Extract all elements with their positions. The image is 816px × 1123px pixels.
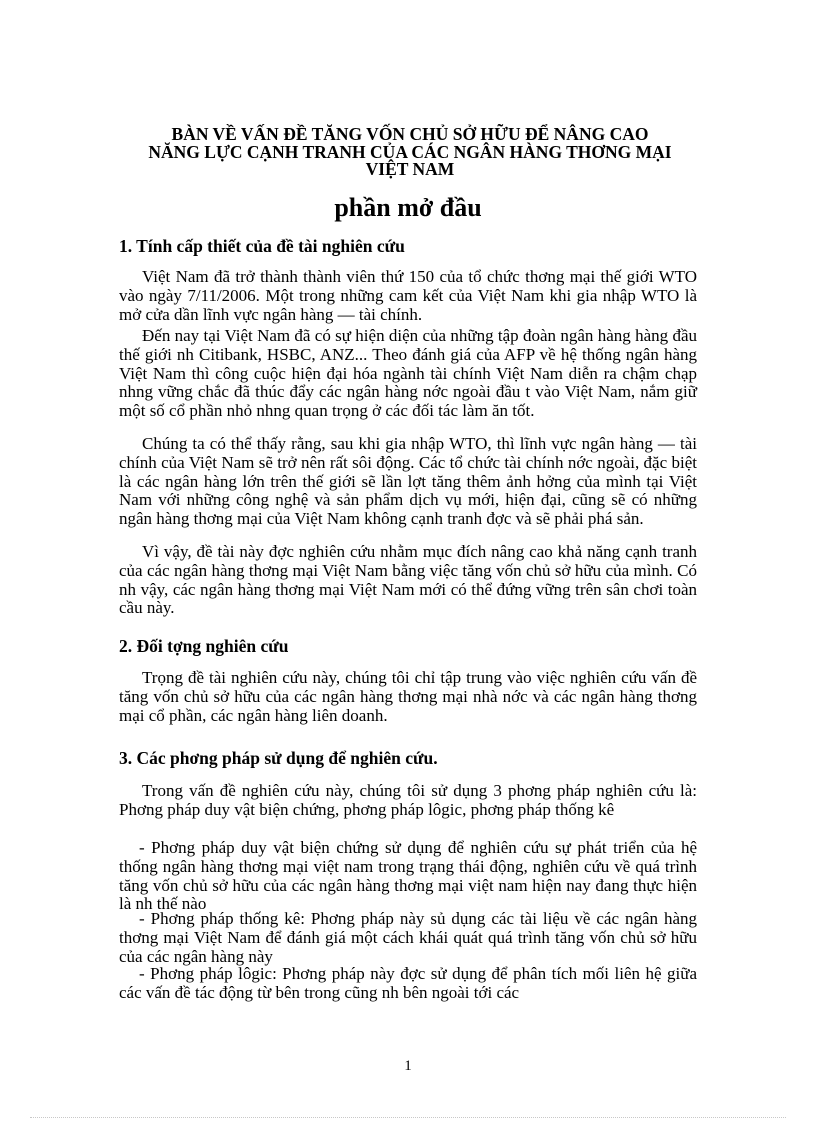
document-title-line-2: NĂNG LỰC CẠNH TRANH CỦA CÁC NGÂN HÀNG THƠNG MẠI <box>148 142 672 162</box>
paragraph: Vì vậy, đề tài này đợc nghiên cứu nhằm mục đích nâng cao khả năng cạnh tranh của các ngân hàng thơng mại Việt Nam bằng việc tăng vốn chủ sở hữu của mình. Có nh vậy, các ngân hàng thơng mại Việt Nam mới có thể đứng vững trên sân chơi toàn cầu này. <box>119 542 697 618</box>
paragraph: Trọng đề tài nghiên cứu này, chúng tôi chỉ tập trung vào việc nghiên cứu vấn đề tăng vốn chủ sở hữu của các ngân hàng thơng mại nhà nớc và các ngân hàng thơng mại cổ phần, các ngân hàng liên doanh. <box>119 668 697 725</box>
list-item: - Phơng pháp duy vật biện chứng sử dụng để nghiên cứu sự phát triển của hệ thống ngân hàng thơng mại việt nam trong trạng thái động, nghiên cứu về quá trình tăng vốn chủ sở hữu của các ngân hàng thơng mại việt nam hiện nay đang thực hiện là nh thế nào <box>119 838 697 914</box>
document-title-line-3: VIỆT NAM <box>365 159 455 179</box>
paragraph: Chúng ta có thể thấy rằng, sau khi gia nhập WTO, thì lĩnh vực ngân hàng — tài chính của Việt Nam sẽ trở nên rất sôi động. Các tổ chức tài chính nớc ngoài, đặc biệt là các ngân hàng lớn trên thế giới sẽ lần lợt tăng thêm ảnh hởng của mình tại Việt Nam với những công nghệ và sản phẩm dịch vụ mới, hiện đại, cũng sẽ có những ngân hàng thơng mại của Việt Nam không cạnh tranh đợc và sẽ phải phá sản. <box>119 434 697 529</box>
section-heading-3: 3. Các phơng pháp sử dụng để nghiên cứu. <box>119 748 438 768</box>
paragraph: Trong vấn đề nghiên cứu này, chúng tôi sử dụng 3 phơng pháp nghiên cứu là: Phơng pháp duy vật biện chứng, phơng pháp lôgic, phơng pháp thống kê <box>119 781 697 819</box>
section-heading-1: 1. Tính cấp thiết của đề tài nghiên cứu <box>119 236 405 256</box>
list-item: - Phơng pháp thống kê: Phơng pháp này sủ dụng các tài liệu về các ngân hàng thơng mại Việt Nam để đánh giá một cách khái quát quá trình tăng vốn chủ sở hữu của các ngân hàng này <box>119 909 697 966</box>
paragraph: Đến nay tại Việt Nam đã có sự hiện diện của những tập đoàn ngân hàng hàng đầu thế giới nh Citibank, HSBC, ANZ... Theo đánh giá của AFP về hệ thống ngân hàng Việt Nam thì công cuộc hiện đại hóa ngành tài chính Việt Nam diễn ra chậm chạp nhng vững chắc đã thúc đẩy các ngân hàng nớc ngoài đầu t vào Việt Nam, nắm giữ một số cổ phần nhỏ nhng quan trọng ở các đối tác làm ăn tốt. <box>119 326 697 421</box>
document-title-line-1: BÀN VỀ VẤN ĐỀ TĂNG VỐN CHỦ SỞ HỮU ĐỂ NÂNG CAO <box>171 124 649 144</box>
page-number: 1 <box>404 1058 412 1074</box>
page-bottom-divider <box>30 1117 786 1118</box>
part-title: phần mở đầu <box>334 193 482 222</box>
paragraph: Việt Nam đã trở thành thành viên thứ 150 của tổ chức thơng mại thế giới WTO vào ngày 7/11/2006. Một trong những cam kết của Việt Nam khi gia nhập WTO là mở cửa dần lĩnh vực ngân hàng — tài chính. <box>119 267 697 324</box>
list-item: - Phơng pháp lôgic: Phơng pháp này đợc sử dụng để phân tích mối liên hệ giữa các vấn đề tác động từ bên trong cũng nh bên ngoài tới các <box>119 964 697 1002</box>
section-heading-2: 2. Đối tợng nghiên cứu <box>119 636 289 656</box>
